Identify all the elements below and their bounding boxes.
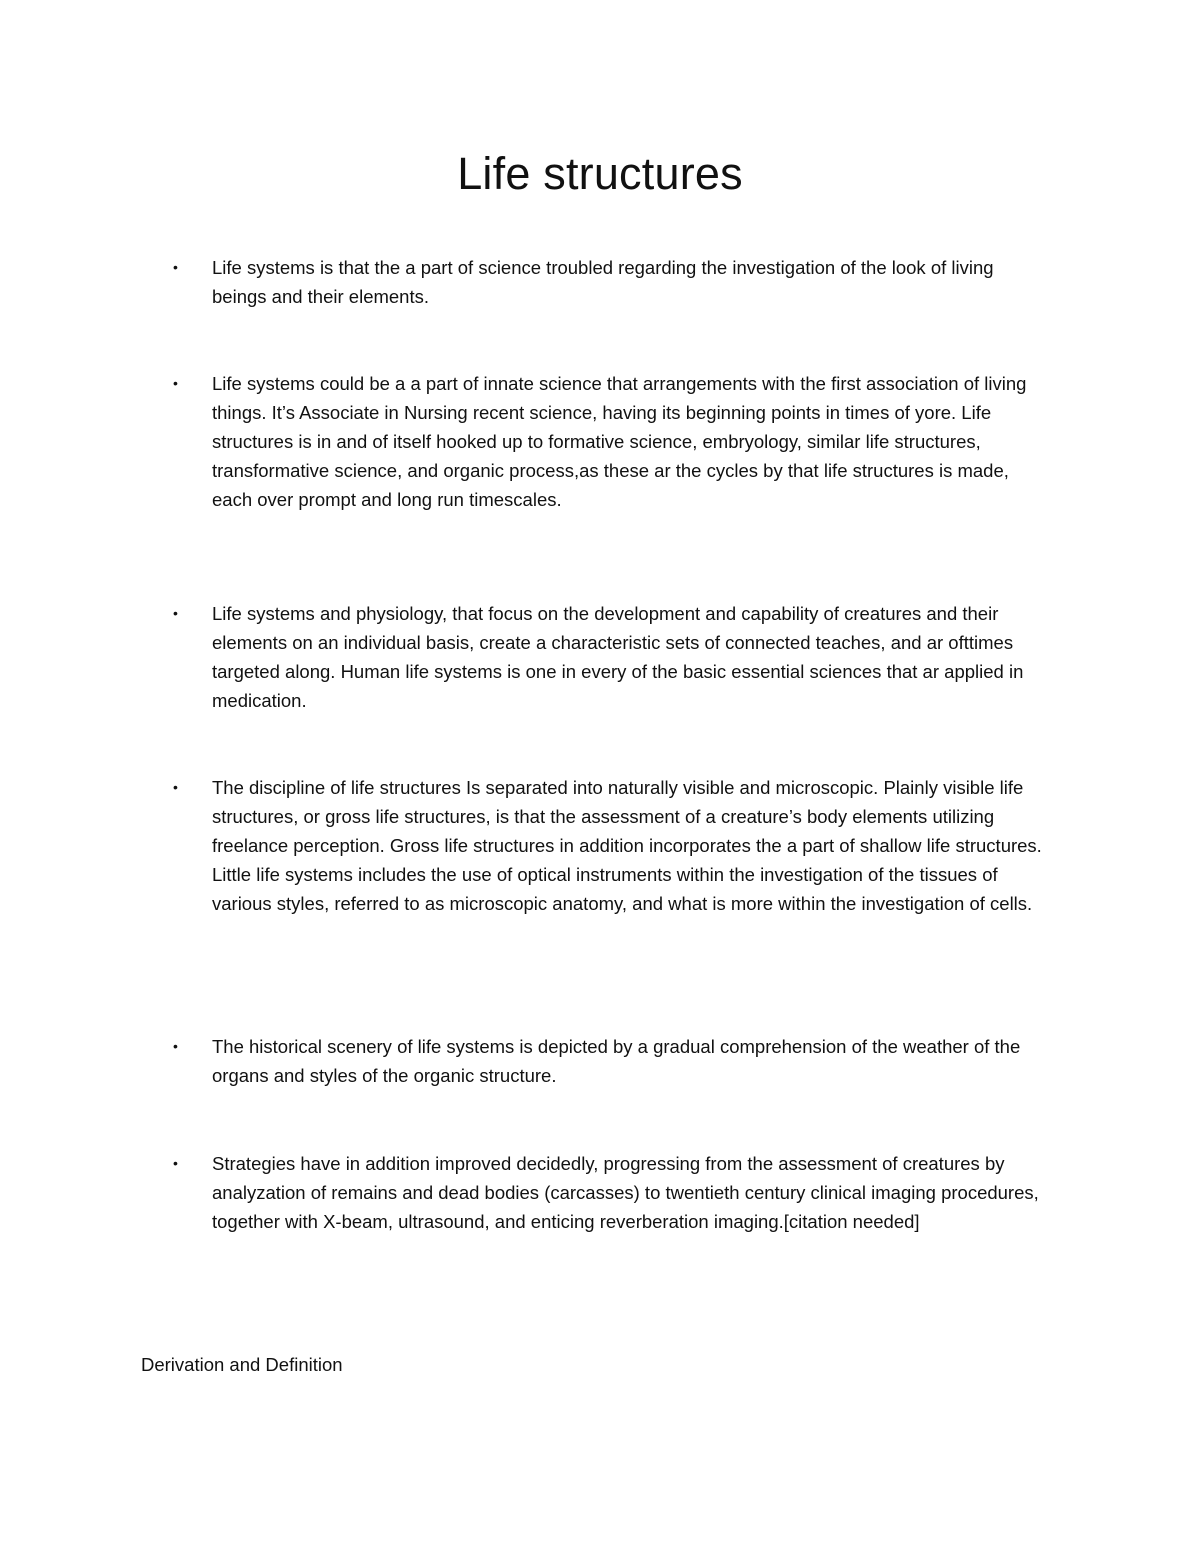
bullet-text: Life systems is that the a part of science troubled regarding the investigation of the look of living beings and their elements. xyxy=(212,257,994,307)
bullet-text: The historical scenery of life systems is depicted by a gradual comprehension of the weather of the organs and styles of the organic structure. xyxy=(212,1036,1021,1086)
bullet-dot-icon: • xyxy=(173,605,178,621)
bullet-item-4 xyxy=(170,773,1050,918)
bullet-item-6 xyxy=(170,1149,1050,1236)
document-title: Life structures xyxy=(457,148,743,199)
bullet-dot-icon: • xyxy=(173,259,178,275)
bullet-item-2 xyxy=(170,369,1050,514)
section-heading: Derivation and Definition xyxy=(141,1354,343,1375)
bullet-item-5 xyxy=(170,1032,1050,1090)
bullet-text: Life systems and physiology, that focus on the development and capability of creatures and their elements on an individual basis, create a characteristic sets of connected teaches, and ar ofttimes targeted along. Human life systems is one in every of the basic essential sciences that ar applied in medication. xyxy=(212,603,1024,711)
bullet-item-1 xyxy=(170,253,1050,311)
bullet-dot-icon: • xyxy=(173,1038,178,1054)
bullet-text: Life systems could be a a part of innate science that arrangements with the first association of living things. It’s Associate in Nursing recent science, having its beginning points in times of yore. Life structures is in and of itself hooked up to formative science, embryology, similar life structures, transformative science, and organic process,as these ar the cycles by that life structures is made, each over prompt and long run timescales. xyxy=(212,373,1027,510)
bullet-item-3 xyxy=(170,599,1050,715)
bullet-dot-icon: • xyxy=(173,779,178,795)
bullet-text: The discipline of life structures Is separated into naturally visible and microscopic. Plainly visible life structures, or gross life structures, is that the assessment of a creature’s body elements utilizing freelance perception. Gross life structures in addition incorporates the a part of shallow life structures. Little life systems includes the use of optical instruments within the investigation of the tissues of various styles, referred to as microscopic anatomy, and what is more within the investigation of cells. xyxy=(212,777,1042,914)
bullet-text: Strategies have in addition improved decidedly, progressing from the assessment of creatures by analyzation of remains and dead bodies (carcasses) to twentieth century clinical imaging procedures, together with X-beam, ultrasound, and enticing reverberation imaging.[citation needed] xyxy=(212,1153,1039,1232)
bullet-dot-icon: • xyxy=(173,375,178,391)
bullet-dot-icon: • xyxy=(173,1155,178,1171)
